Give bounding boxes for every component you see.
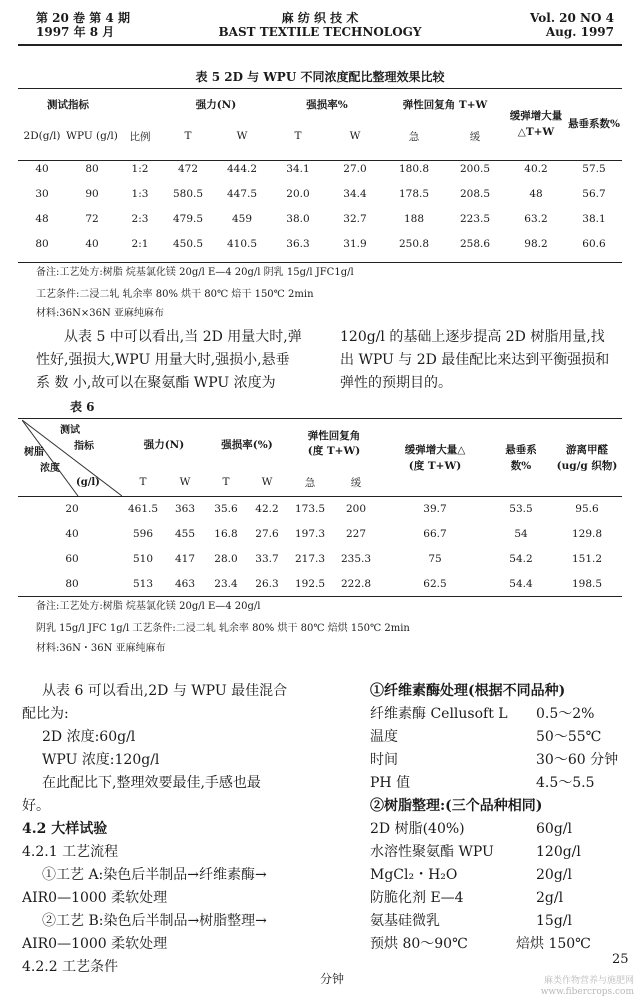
table6 (22, 420, 622, 596)
table5-header-wpu: WPU (g/l) (66, 130, 118, 142)
left-line-2: 配比为: (22, 706, 69, 722)
table5-data-cell: 258.6 (459, 237, 491, 250)
para1-line-4: 120g/l 的基础上逐步提高 2D 树脂用量,找 (340, 329, 605, 345)
resin-value: 15g/l (536, 913, 572, 929)
table5 (18, 92, 622, 256)
table6-data-cell: 596 (132, 527, 154, 540)
table6-header-recovery-2: (度 T+W) (307, 445, 361, 457)
table6-header-recovery (288, 420, 380, 468)
enzyme-param: 温度 (370, 729, 398, 745)
table6-data-cell: 95.6 (575, 502, 599, 515)
table5-data-cell: 223.5 (459, 212, 491, 225)
table6-diag-label-a: 测试 (60, 425, 80, 436)
table6-data-cell: 417 (174, 552, 196, 565)
left-line-12: AIR0—1000 柔软处理 (22, 936, 168, 952)
table6-header-slow: 缓 (350, 476, 362, 489)
enzyme-title: ①纤维素酶处理(根据不同品种) (370, 683, 566, 699)
table5-data-cell: 447.5 (226, 187, 258, 200)
table6-data-row (22, 571, 622, 596)
resin-value: 2g/l (536, 890, 564, 906)
enzyme-value: 4.5～5.5 (536, 775, 595, 791)
journal-volume-issue: 第 20 卷 第 4 期 (36, 11, 130, 25)
table6-data-cell: 227 (345, 527, 367, 540)
table6-data-cell: 198.5 (571, 577, 603, 590)
paragraph-1-left (36, 326, 326, 395)
resin-param: MgCl₂・H₂O (370, 867, 458, 883)
table6-header-T2: T (222, 476, 230, 488)
table6-header-formaldehyde-1: 游离甲醛 (566, 444, 608, 456)
table6-data-cell: 80 (65, 577, 79, 590)
table6-data-cell: 54 (514, 527, 528, 540)
table6-header-W2: W (261, 476, 273, 488)
resin-param: 水溶性聚氨酯 WPU (370, 844, 494, 860)
enzyme-param: PH 值 (370, 775, 411, 791)
table6-data-cell: 54.2 (509, 552, 533, 565)
table5-data-cell: 60.6 (582, 237, 606, 250)
resin-value: 20g/l (536, 867, 572, 883)
table6-data-cell: 33.7 (255, 552, 279, 565)
table5-header-W2: W (349, 130, 361, 142)
journal-title-en: BAST TEXTILE TECHNOLOGY (218, 25, 422, 39)
table5-header-W1: W (236, 130, 248, 142)
section-4-2-1-heading: 4.2.1 工艺流程 (22, 844, 119, 860)
table6-data-cell: 75 (428, 552, 442, 565)
resin-value: 60g/l (536, 821, 572, 837)
enzyme-row (370, 703, 630, 726)
table5-data-cell: 98.2 (524, 237, 548, 250)
table5-data-cell: 20.0 (286, 187, 310, 200)
table6-header-loss: 强损率(%) (221, 438, 273, 451)
table6-header-gain-2: (度 T+W) (408, 460, 462, 472)
journal-volume-en: Vol. 20 NO 4 (530, 11, 614, 25)
table6-bottom-rule (18, 596, 622, 597)
resin-row (370, 910, 630, 933)
enzyme-row (370, 749, 630, 772)
table5-data-cell: 40.2 (524, 162, 548, 175)
section-4-2-heading: 4.2 大样试验 (22, 821, 108, 837)
table5-data-cell: 90 (85, 187, 99, 200)
table6-data-cell: 513 (132, 577, 154, 590)
table5-data-row (18, 231, 622, 256)
left-line-6: 好。 (22, 798, 50, 814)
table5-data-row (18, 181, 622, 206)
table5-data-cell: 34.1 (286, 162, 310, 175)
table6-data-cell: 235.3 (340, 552, 372, 565)
table5-caption: 表 5 2D 与 WPU 不同浓度配比整理效果比较 (195, 70, 445, 84)
paragraph-1-right (340, 326, 626, 395)
table6-data-cell: 60 (65, 552, 79, 565)
table6-header-T1: T (139, 476, 147, 488)
table6-data-cell: 27.6 (255, 527, 279, 540)
table5-data-cell: 200.5 (459, 162, 491, 175)
table6-data-cell: 217.3 (294, 552, 326, 565)
table6-data-cell: 455 (174, 527, 196, 540)
table6-data-cell: 40 (65, 527, 79, 540)
table5-data-cell: 188 (403, 212, 425, 225)
table6-header-gain-1: 缓弹增大量△ (404, 444, 466, 456)
table5-header-strength: 强力(N) (195, 98, 237, 111)
bake-cure: 焙烘 150℃ (516, 936, 591, 952)
page-number: 25 (612, 952, 629, 967)
resin-param: 防脆化剂 E—4 (370, 890, 464, 906)
table6-data-cell: 200 (345, 502, 367, 515)
table6-data-cell: 192.5 (294, 577, 326, 590)
table6-data-cell: 222.8 (340, 577, 372, 590)
left-line-9: ①工艺 A:染色后半制品→纤维素酶→ (42, 867, 267, 883)
table5-data-cell: 208.5 (459, 187, 491, 200)
minutes-continuation: 分钟 (320, 972, 345, 986)
table5-data-cell: 2:3 (131, 212, 149, 225)
table5-data-cell: 80 (85, 162, 99, 175)
table5-data-cell: 472 (177, 162, 199, 175)
table6-header-W1: W (179, 476, 191, 488)
enzyme-row (370, 772, 630, 795)
table6-data-cell: 363 (174, 502, 196, 515)
table5-data-cell: 444.2 (226, 162, 258, 175)
table5-data-cell: 63.2 (524, 212, 548, 225)
journal-date: 1997 年 8 月 (36, 25, 115, 39)
table5-data-cell: 80 (35, 237, 49, 250)
table6-header-strength: 强力(N) (143, 438, 185, 451)
left-column (22, 680, 322, 979)
table6-data-cell: 461.5 (127, 502, 159, 515)
journal-title-cn: 麻 纺 织 技 术 (281, 11, 359, 25)
resin-row (370, 887, 630, 910)
table5-header-fast: 急 (408, 130, 420, 143)
table5-data-cell: 56.7 (582, 187, 606, 200)
para1-line-5: 出 WPU 与 2D 最佳配比来达到平衡强损和 (340, 352, 610, 368)
table6-header-drape (490, 420, 552, 496)
table5-data-cell: 40 (35, 162, 49, 175)
table5-data-cell: 1:3 (131, 187, 149, 200)
table5-data-cell: 48 (529, 187, 543, 200)
table6-data-row (22, 496, 622, 521)
right-column (370, 680, 630, 956)
resin-row (370, 864, 630, 887)
section-4-2-2-heading: 4.2.2 工艺条件 (22, 959, 119, 975)
table6-data-cell: 23.4 (214, 577, 238, 590)
table6-diag-label-e: (g/l) (76, 477, 100, 488)
table5-data-cell: 27.0 (343, 162, 367, 175)
table5-header-ratio: 比例 (129, 130, 151, 143)
enzyme-row (370, 726, 630, 749)
left-line-1: 从表 6 可以看出,2D 与 WPU 最佳混合 (42, 683, 288, 699)
table6-note-3: 材料:36N・36N 亚麻纯麻布 (36, 643, 166, 654)
table5-data-row (18, 206, 622, 231)
table6-data-cell: 39.7 (423, 502, 447, 515)
table6-data-cell: 463 (174, 577, 196, 590)
left-line-5: 在此配比下,整理效要最佳,手感也最 (42, 775, 261, 791)
table6-top-rule (18, 418, 622, 419)
left-line-11: ②工艺 B:染色后半制品→树脂整理→ (42, 913, 267, 929)
table6-data-cell: 42.2 (255, 502, 279, 515)
table5-header-test: 测试指标 (47, 98, 89, 111)
left-line-4: WPU 浓度:120g/l (42, 752, 160, 768)
table5-header-loss: 强损率% (306, 98, 348, 111)
table5-bottom-rule (18, 262, 622, 263)
table5-note-3: 材料:36N×36N 亚麻纯麻布 (36, 308, 164, 319)
table6-data-cell: 35.6 (214, 502, 238, 515)
table6-diag-label-b: 指标 (74, 441, 94, 452)
table6-data-cell: 129.8 (571, 527, 603, 540)
table6-data-cell: 53.5 (509, 502, 533, 515)
table5-data-cell: 250.8 (398, 237, 430, 250)
resin-row (370, 841, 630, 864)
table6-header-formaldehyde-2: (ug/g 织物) (556, 460, 618, 472)
table5-header-T1: T (184, 130, 192, 142)
para1-line-3: 系 数 小,故可以在聚氨酯 WPU 浓度为 (36, 375, 276, 391)
para1-line-6: 弹性的预期目的。 (340, 375, 452, 391)
table5-data-cell: 180.8 (398, 162, 430, 175)
table6-header-drape-1: 悬垂系 (505, 444, 537, 456)
table5-data-cell: 30 (35, 187, 49, 200)
table5-data-cell: 32.7 (343, 212, 367, 225)
table6-data-cell: 62.5 (423, 577, 447, 590)
table5-data-cell: 178.5 (398, 187, 430, 200)
table6-header-recovery-1: 弹性回复角 (307, 430, 361, 442)
enzyme-value: 50～55℃ (536, 729, 602, 745)
table6-data-row (22, 546, 622, 571)
table6-caption: 表 6 (70, 400, 95, 414)
resin-param: 2D 树脂(40%) (370, 821, 465, 837)
table5-data-cell: 1:2 (131, 162, 149, 175)
table6-data-cell: 173.5 (294, 502, 326, 515)
enzyme-param: 时间 (370, 752, 398, 768)
table5-data-cell: 72 (85, 212, 99, 225)
bake-pre: 预烘 80～90℃ (370, 936, 468, 952)
table6-header-formaldehyde (552, 420, 622, 496)
table5-header-loss-gain: 缓弹增大量△T+W (509, 110, 563, 138)
para1-line-1: 从表 5 中可以看出,当 2D 用量大时,弹 (64, 329, 302, 345)
enzyme-value: 30～60 分钟 (536, 752, 619, 768)
table6-data-cell: 151.2 (571, 552, 603, 565)
resin-row (370, 818, 630, 841)
table5-data-cell: 57.5 (582, 162, 606, 175)
table5-header-2d: 2D(g/l) (23, 130, 61, 142)
table6-data-cell: 510 (132, 552, 154, 565)
table5-data-cell: 38.1 (582, 212, 606, 225)
table5-data-cell: 40 (85, 237, 99, 250)
table6-data-cell: 54.4 (509, 577, 533, 590)
table5-data-cell: 479.5 (172, 212, 204, 225)
table5-note-2: 工艺条件:二浸二轧 轧余率 80% 烘干 80℃ 焙干 150℃ 2min (36, 289, 314, 300)
table5-data-cell: 410.5 (226, 237, 258, 250)
left-line-10: AIR0—1000 柔软处理 (22, 890, 168, 906)
table5-data-cell: 34.4 (343, 187, 367, 200)
para1-line-2: 性好,强损大,WPU 用量大时,强损小,悬垂 (36, 352, 290, 368)
table5-note-1: 备注:工艺处方:树脂 烷基氯化镁 20g/l E—4 20g/l 阴乳 15g/l JFC1g/l (36, 267, 354, 278)
table6-diag-label-c: 树脂 (24, 447, 44, 458)
table6-diag-label-d: 浓度 (40, 463, 60, 474)
table5-data-cell: 38.0 (286, 212, 310, 225)
table5-header-slow: 缓 (469, 130, 481, 143)
table5-data-cell: 459 (231, 212, 253, 225)
enzyme-value: 0.5～2% (536, 706, 595, 722)
table5-header-drape: 悬垂系数% (568, 118, 620, 130)
table5-data-cell: 48 (35, 212, 49, 225)
table6-data-row (22, 521, 622, 546)
table5-data-cell: 31.9 (343, 237, 367, 250)
table6-data-cell: 197.3 (294, 527, 326, 540)
watermark: 麻类作物营养与施肥网 www.fibercrops.com (540, 976, 634, 997)
bake-row (370, 933, 630, 956)
enzyme-param: 纤维素酶 Cellusoft L (370, 706, 508, 722)
table6-header-fast: 急 (304, 476, 316, 489)
resin-param: 氨基硅微乳 (370, 913, 440, 929)
table6-data-cell: 26.3 (255, 577, 279, 590)
left-line-3: 2D 浓度:60g/l (42, 729, 136, 745)
table6-header-gain (380, 420, 490, 496)
journal-date-en: Aug. 1997 (545, 25, 614, 39)
table5-header-recovery: 弹性回复角 T+W (402, 98, 488, 111)
resin-value: 120g/l (536, 844, 581, 860)
table5-top-rule (18, 88, 622, 89)
table6-data-cell: 28.0 (214, 552, 238, 565)
table5-data-cell: 580.5 (172, 187, 204, 200)
table5-data-cell: 450.5 (172, 237, 204, 250)
table6-note-2: 阴乳 15g/l JFC 1g/l 工艺条件:二浸二轧 轧余率 80% 烘干 80℃ 焙烘 150℃ 2min (36, 623, 410, 634)
table5-header-T2: T (294, 130, 302, 142)
table6-data-cell: 66.7 (423, 527, 447, 540)
table6-header-drape-2: 数% (510, 460, 532, 472)
table6-data-cell: 16.8 (214, 527, 238, 540)
table6-note-1: 备注:工艺处方:树脂 烷基氯化镁 20g/l E—4 20g/l (36, 601, 261, 612)
table6-data-cell: 20 (65, 502, 79, 515)
table5-data-cell: 36.3 (286, 237, 310, 250)
resin-title: ②树脂整理:(三个品种相同) (370, 798, 543, 814)
table5-header-rule (18, 160, 622, 161)
table5-data-cell: 2:1 (131, 237, 149, 250)
table6-header-rule (18, 496, 622, 497)
header-rule (18, 44, 622, 46)
